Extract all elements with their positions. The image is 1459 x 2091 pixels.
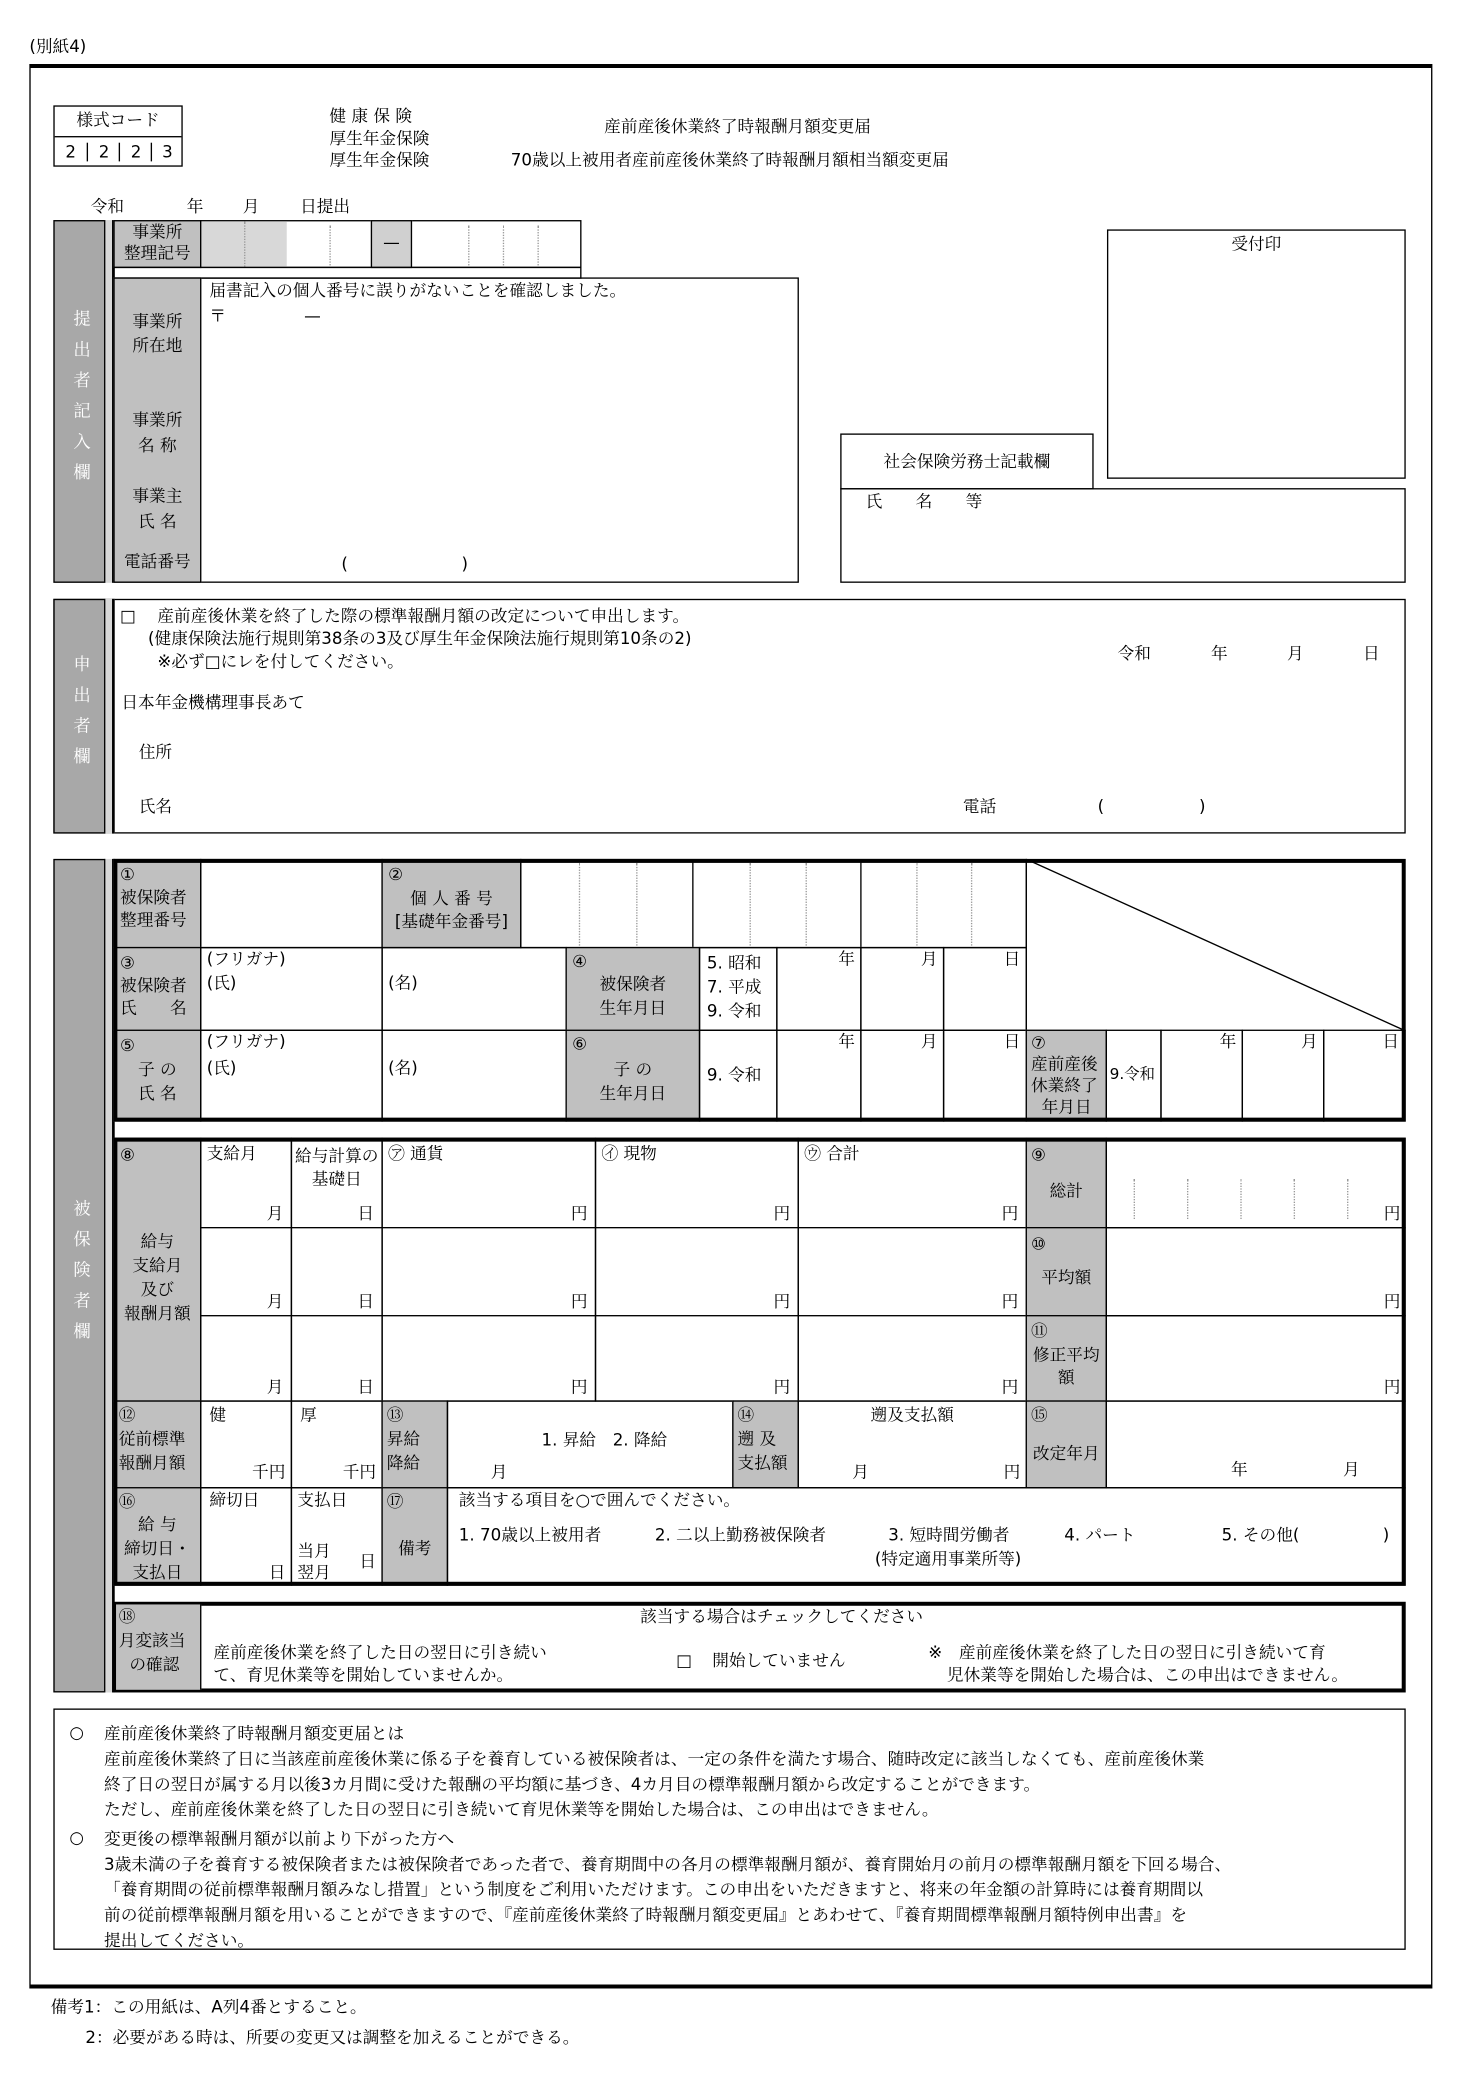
reception-stamp-box: [1107, 229, 1406, 478]
form-cell: [329, 225, 330, 265]
note-2: [104, 1826, 1231, 1953]
form-text: 改定年月: [1032, 1443, 1100, 1464]
submit-month[interactable]: 月: [242, 196, 260, 217]
form-cell: [383, 887, 520, 932]
salary-row-kind[interactable]: 円: [773, 1291, 791, 1312]
postal-mark: 〒: [209, 305, 227, 326]
form-text: 厚: [300, 1404, 317, 1425]
adjusted-average-label: [1026, 1315, 1107, 1402]
form-text: 休業終了: [1030, 1074, 1098, 1095]
form-text: 終了日の翌日が属する月以後3カ月間に受けた報酬の平均額に基づき、4カ月目の標準報酬月額から改定することができます。: [104, 1773, 1041, 1794]
office-address-label: 所在地: [132, 334, 183, 355]
form-cell: [387, 1403, 420, 1475]
form-text: 前の従前標準報酬月額を用いることができますので、『産前産後休業終了時報酬月額変更届』とあわせて、『養育期間標準報酬月額特例申出書』を: [104, 1904, 1188, 1925]
form-cell: [55, 136, 182, 137]
form-text: ⑩: [1030, 1233, 1046, 1254]
apply-day[interactable]: 日: [1363, 642, 1380, 663]
salary-row-cash[interactable]: 円: [570, 1376, 588, 1397]
form-cell: [244, 221, 245, 266]
style-code-digit: 2: [65, 141, 76, 162]
salary-row-kind[interactable]: 円: [773, 1376, 791, 1397]
form-cell: [537, 225, 538, 265]
form-text: ④: [572, 950, 588, 971]
form-text: ⑰: [386, 1491, 404, 1512]
insured-birth-era[interactable]: [699, 947, 778, 1031]
insured-birth-day[interactable]: [943, 947, 1027, 1031]
form-text: 月: [852, 1461, 869, 1482]
sharoushi-label: 社会保険労務士記載欄: [883, 450, 1051, 471]
form-text: 円: [1383, 1376, 1401, 1397]
form-text: 産前産後休業終了時報酬月額変更届とは: [104, 1723, 405, 1744]
salary-row-month[interactable]: 月: [266, 1291, 284, 1312]
form-text: 産前産後休業を終了した日の翌日に引き続い: [213, 1641, 547, 1662]
prev-standard-pension[interactable]: [291, 1400, 383, 1488]
closing-day-field[interactable]: [200, 1487, 292, 1586]
form-cell: [115, 1058, 200, 1106]
form-text: 7. 平成: [706, 976, 762, 997]
style-code-box: [53, 105, 182, 166]
postal-dash: —: [304, 305, 321, 326]
form-text: 日: [1003, 1030, 1021, 1051]
form-text: 昇給: [386, 1428, 421, 1449]
form-cell: [120, 951, 187, 1019]
remarks-label: [381, 1487, 448, 1586]
form-cell: [1240, 1179, 1241, 1219]
form-text: 子 の: [138, 1058, 177, 1079]
form-text: 9. 令和: [706, 1000, 762, 1021]
grand-total-label: [1026, 1138, 1107, 1229]
form-text: 産前産後休業終了日に当該産前産後休業に係る子を養育している被保険者は、一定の条件を満たす場合、随時改定に該当しなくても、産前産後休業: [104, 1748, 1205, 1769]
form-text: ※ 産前産後休業を終了した日の翌日に引き続いて育: [928, 1641, 1326, 1662]
form-text: 遡 及: [737, 1428, 777, 1449]
form-text: ③: [120, 952, 135, 973]
remarks-field[interactable]: [447, 1487, 1406, 1586]
form-text: 基礎日: [311, 1168, 362, 1189]
leave-end-month[interactable]: [1242, 1030, 1325, 1122]
leave-end-year[interactable]: [1160, 1030, 1243, 1122]
prev-standard-health[interactable]: [200, 1400, 292, 1488]
checkbox-note: ※必ず□にレを付してください。: [157, 650, 404, 671]
salary-row-days[interactable]: 日: [357, 1202, 375, 1224]
leave-check-question: [213, 1640, 546, 1685]
attachment-label: (別紙4): [29, 36, 87, 57]
form-text: (名): [388, 1057, 418, 1078]
insured-number-label: [113, 859, 201, 948]
mynumber-confirm-text: 届書記入の個人番号に誤りがないことを確認しました。: [209, 280, 627, 301]
cash-header: ㋐ 通貨: [388, 1142, 444, 1163]
form-text: 生年月日: [599, 997, 667, 1018]
form-cell: [115, 1512, 200, 1584]
form-text: 翌月: [297, 1561, 331, 1582]
form-text: (氏): [206, 1057, 237, 1078]
form-text: 額: [1057, 1367, 1075, 1388]
form-text: 支給月: [132, 1255, 183, 1276]
form-text: 給与計算の: [295, 1145, 379, 1166]
salary-row-kind[interactable]: 円: [773, 1202, 791, 1224]
leave-not-started-label: 開始していません: [712, 1649, 846, 1670]
form-text: 遡及支払額: [870, 1404, 954, 1425]
revision-month-label: [1026, 1400, 1107, 1488]
insured-side-label: [53, 859, 105, 1693]
total-header: ㋒ 合計: [804, 1142, 860, 1163]
average-label: [1026, 1227, 1107, 1316]
apply-checkbox-text: 産前産後休業を終了した際の標準報酬月額の改定について申出します。: [157, 605, 690, 626]
salary-row-days[interactable]: 日: [357, 1376, 375, 1397]
insured-number-field[interactable]: [200, 859, 383, 948]
note-1: [104, 1720, 1204, 1821]
office-name-label: 事業所: [132, 409, 183, 430]
leave-end-label: [1026, 1030, 1107, 1122]
salary-row-total[interactable]: 円: [1001, 1202, 1019, 1224]
form-cell: [1026, 859, 1406, 1031]
form-text: 締切日・: [124, 1537, 191, 1558]
form-text: 児休業等を開始した場合は、この申出はできません。: [946, 1664, 1349, 1685]
form-text: 年: [838, 948, 855, 969]
footer-note: 備考1：この用紙は、A列4番とすること。: [50, 1996, 367, 2017]
insured-surname-field[interactable]: [200, 947, 383, 1031]
form-text: ⑤: [120, 1034, 135, 1055]
form-text: 総計: [1049, 1180, 1083, 1201]
office-code-label-cell: [113, 220, 201, 268]
form-text: 修正平均: [1032, 1344, 1100, 1365]
leave-not-started-checkbox[interactable]: □: [676, 1649, 692, 1670]
form-cell: [806, 863, 807, 946]
form-text: 千円: [252, 1461, 286, 1482]
form-text: 被保険者: [599, 973, 667, 994]
form-text: ただし、産前産後休業を終了した日の翌日に引き続いて育児休業等を開始した場合は、この申出はできません。: [104, 1799, 939, 1820]
form-text: 千円: [342, 1461, 377, 1482]
form-text: ②: [388, 864, 404, 885]
remark-option[interactable]: 3. 短時間労働者: [888, 1524, 1010, 1545]
form-cell: [1134, 1179, 1135, 1219]
form-cell: [200, 1138, 292, 1402]
form-text: 報酬月額: [124, 1303, 191, 1324]
insured-birth-month[interactable]: [860, 947, 944, 1031]
bullet: ○: [69, 1721, 84, 1742]
phone-paren: ): [1198, 796, 1206, 817]
form-text: (氏): [206, 972, 237, 993]
form-text: ⑯: [118, 1491, 136, 1512]
form-text: 年月日: [1041, 1096, 1092, 1117]
form-cell: [1027, 1343, 1106, 1388]
form-cell: [120, 863, 187, 931]
salary-label: [113, 1138, 201, 1402]
apply-year[interactable]: 年: [1210, 642, 1228, 663]
form-text: 被保険者: [120, 974, 187, 995]
phone-paren: ): [461, 553, 468, 574]
form-text: 3歳未満の子を養育する被保険者または被保険者であった者で、養育期間中の各月の標準報酬月額が、養育開始月の前月の標準報酬月額を下回る場合、: [104, 1853, 1232, 1874]
form-text: 「養育期間の従前標準報酬月額みなし措置」という制度をご利用いただけます。この申出をいただきますと、将来の年金額の計算時には養育期間以: [104, 1879, 1204, 1900]
form-text: 支払額: [737, 1452, 788, 1473]
child-birth-era[interactable]: [699, 1030, 778, 1122]
insured-givenname-field[interactable]: [381, 947, 566, 1031]
remark-option[interactable]: 5. その他( ): [1221, 1524, 1390, 1545]
form-text: ⑦: [1030, 1032, 1046, 1053]
child-name-label: [113, 1030, 201, 1122]
style-code-label: 様式コード: [76, 109, 160, 130]
form-text: ①: [120, 864, 135, 885]
salary-row-total[interactable]: 円: [1001, 1291, 1019, 1312]
average-field[interactable]: [1106, 1227, 1406, 1316]
form-text: 月: [920, 1030, 938, 1051]
submitter-side-label: [53, 220, 105, 583]
form-text: 該当する項目を○で囲んでください。: [458, 1489, 741, 1510]
footer-note: 2：必要がある時は、所要の変更又は調整を加えることができる。: [85, 2027, 580, 2048]
form-text: 日: [268, 1561, 286, 1582]
form-cell: [692, 860, 693, 947]
form-text: 報酬月額: [118, 1452, 186, 1473]
sharoushi-field[interactable]: [840, 488, 1405, 583]
phone-label: 電話番号: [124, 550, 191, 571]
form-text: 日: [1382, 1030, 1400, 1051]
form-cell: [468, 225, 469, 265]
form-text: ⑬: [386, 1404, 404, 1425]
remark-option[interactable]: 1. 70歳以上被用者: [458, 1524, 602, 1545]
form-text: 日: [1003, 948, 1021, 969]
office-code-field[interactable]: [200, 220, 581, 268]
form-text: 年: [1219, 1030, 1237, 1051]
form-cell: [381, 1138, 596, 1402]
form-text: 申出者欄: [69, 654, 90, 778]
form-text: ⑱: [118, 1605, 136, 1626]
child-givenname-field[interactable]: [381, 1030, 566, 1122]
form-text: 円: [1383, 1202, 1401, 1224]
form-cell: [707, 951, 762, 1023]
form-cell: [371, 220, 412, 268]
apply-checkbox[interactable]: □: [120, 605, 136, 626]
form-text: 月変該当: [118, 1629, 186, 1650]
law-reference: (健康保険法施行規則第38条の3及び厚生年金保険法施行規則第10条の2): [148, 628, 692, 649]
salary-row-total[interactable]: 円: [1001, 1376, 1019, 1397]
form-text: 備考: [398, 1537, 432, 1558]
form-cell: [738, 1403, 788, 1475]
form-text: 氏 名: [120, 997, 187, 1018]
form-text: 支払日: [132, 1561, 183, 1582]
form-cell: [1294, 1179, 1295, 1219]
form-text: 締切日: [209, 1489, 260, 1510]
form-cell: [567, 972, 699, 1020]
addressee: 日本年金機構理事長あて: [121, 692, 305, 713]
form-text: (フリガナ): [206, 948, 286, 969]
form-cell: [916, 863, 917, 946]
phone-paren: (: [341, 553, 348, 574]
form-text: ⑧: [120, 1144, 135, 1165]
form-text: 降給: [386, 1452, 421, 1473]
form-text: 9.令和: [1109, 1064, 1155, 1083]
form-title: 産前産後休業終了時報酬月額変更届: [604, 116, 871, 137]
applicant-phone-label: 電話: [962, 796, 997, 817]
form-text: 給 与: [138, 1513, 177, 1534]
form-text: 円: [1003, 1461, 1021, 1482]
office-address-label: 事業所: [132, 310, 183, 331]
leave-check-label: [116, 1604, 201, 1689]
form-text: 平均額: [1041, 1267, 1092, 1288]
leave-end-day[interactable]: [1323, 1030, 1406, 1122]
owner-name-label: 氏 名: [138, 510, 177, 531]
form-cell: [860, 860, 861, 947]
leave-check-header: 該当する場合はチェックしてください: [640, 1605, 924, 1626]
style-code-digit: 2: [87, 143, 120, 162]
form-text: て、育児休業等を開始していませんか。: [213, 1664, 514, 1685]
form-text: (フリガナ): [206, 1030, 286, 1051]
child-birth-day[interactable]: [943, 1030, 1027, 1122]
leave-end-era[interactable]: [1106, 1030, 1162, 1122]
form-text: ⑥: [572, 1033, 588, 1054]
reception-stamp-label: 受付印: [1231, 233, 1282, 254]
phone-paren: (: [1097, 796, 1105, 817]
form-text: 産前産後: [1030, 1053, 1098, 1074]
form-text: 子 の: [613, 1058, 653, 1079]
pay-month-header: 支給月: [206, 1142, 257, 1163]
insured-name-label: [113, 947, 201, 1031]
retro-field[interactable]: [798, 1400, 1027, 1488]
submit-day[interactable]: 日提出: [300, 196, 351, 217]
form-text: 事業所 整理記号: [124, 221, 191, 263]
bullet: ○: [69, 1827, 84, 1848]
apply-month[interactable]: 月: [1287, 642, 1304, 663]
style-code-digit: 2: [119, 143, 152, 162]
form-text: 月: [490, 1461, 508, 1482]
form-text: 年: [1231, 1459, 1248, 1480]
form-cell: [115, 1230, 200, 1326]
form-cell: [579, 863, 580, 946]
child-birth-month[interactable]: [860, 1030, 944, 1122]
form-cell: [200, 1227, 1027, 1228]
sharoushi-name-label: 氏 名 等: [865, 490, 983, 511]
form-text: 1. 昇給 2. 降給: [541, 1429, 668, 1450]
payday-field[interactable]: [291, 1487, 383, 1586]
style-code-digit: 3: [151, 143, 183, 162]
applicant-side-label: [53, 599, 105, 834]
form-text: ⑨: [1030, 1144, 1046, 1165]
pay-dates-label: [113, 1487, 201, 1586]
in-kind-header: ㋑ 現物: [601, 1142, 657, 1163]
insurance-type: 健 康 保 険: [329, 105, 413, 126]
form-text: 及び: [140, 1279, 175, 1300]
form-text: (特定適用事業所等): [874, 1548, 1022, 1569]
submit-era: 令和: [90, 196, 125, 217]
form-cell: [503, 225, 504, 265]
office-name-label: 名 称: [138, 434, 177, 455]
retro-label: [732, 1400, 799, 1488]
form-title-70plus: 70歳以上被用者産前産後休業終了時報酬月額相当額変更届: [510, 149, 949, 170]
form-cell: [119, 1604, 186, 1676]
child-birthdate-label: [565, 1030, 700, 1122]
form-text: 円: [1383, 1291, 1401, 1312]
remark-option[interactable]: 4. パート: [1064, 1524, 1136, 1545]
child-birth-year[interactable]: [776, 1030, 861, 1122]
revision-month-field[interactable]: [1106, 1400, 1406, 1488]
form-text: 被保険者欄: [69, 1198, 90, 1353]
form-text: 日: [359, 1551, 377, 1572]
form-text: 氏 名: [138, 1082, 177, 1103]
form-cell: [200, 1315, 1027, 1316]
form-cell: [750, 863, 751, 946]
salary-row-cash[interactable]: 円: [570, 1202, 588, 1224]
form-cell: [1187, 1179, 1188, 1219]
applicant-address-label: 住所: [138, 741, 173, 762]
mynumber-label: [381, 859, 521, 948]
salary-row-month[interactable]: 月: [266, 1202, 284, 1224]
form-text: 健: [209, 1404, 227, 1425]
remark-option[interactable]: 2. 二以上勤務被保険者: [654, 1524, 827, 1545]
apply-era: 令和: [1117, 642, 1152, 663]
raise-field[interactable]: [447, 1400, 734, 1488]
form-text: 月: [920, 948, 938, 969]
form-cell: [119, 1403, 186, 1475]
form-cell: [567, 1058, 699, 1106]
form-text: (名): [388, 972, 418, 993]
insured-birth-year[interactable]: [776, 947, 861, 1031]
salary-row-month[interactable]: 月: [266, 1376, 284, 1397]
diagonal-strike: [1026, 859, 1406, 1031]
submit-year[interactable]: 年: [186, 196, 204, 217]
form-text: 月: [1301, 1030, 1318, 1051]
form-cell: [636, 863, 637, 946]
form-text: ⑭: [737, 1404, 755, 1425]
child-surname-field[interactable]: [200, 1030, 383, 1122]
form-text: 生年月日: [599, 1082, 667, 1103]
form-text: 9. 令和: [706, 1064, 762, 1085]
leave-check-note: [928, 1640, 1348, 1685]
mynumber-field[interactable]: [520, 859, 1027, 948]
form-cell: [104, 599, 115, 834]
form-text: 従前標準: [118, 1428, 186, 1449]
form-text: ⑪: [1030, 1320, 1048, 1341]
form-text: 被保険者: [120, 886, 187, 907]
form-text: の確認: [129, 1653, 180, 1674]
owner-name-label: 事業主: [132, 485, 183, 506]
form-cell: [1031, 1032, 1098, 1117]
form-text: 変更後の標準報酬月額が以前より下がった方へ: [104, 1828, 455, 1849]
applicant-name-label: 氏名: [138, 796, 173, 817]
form-text: 当月: [297, 1540, 331, 1561]
form-cell: [1347, 1179, 1348, 1219]
form-text: ⑮: [1030, 1404, 1048, 1425]
form-text: 5. 昭和: [706, 952, 762, 973]
salary-row-cash[interactable]: 円: [570, 1291, 588, 1312]
form-text: 個 人 番 号: [410, 888, 493, 909]
form-text: [基礎年金番号]: [394, 910, 508, 931]
form-cell: [595, 1138, 799, 1402]
insurance-type: 厚生年金保険: [329, 149, 430, 170]
form-cell: [798, 1138, 1027, 1402]
form-text: 提出してください。: [104, 1929, 255, 1950]
salary-row-days[interactable]: 日: [357, 1291, 375, 1312]
form-text: 月: [1343, 1459, 1360, 1480]
form-text: 年: [838, 1030, 855, 1051]
form-text: 提出者記入欄: [69, 309, 90, 494]
form-cell: [971, 863, 972, 946]
insurance-type: 厚生年金保険: [329, 128, 430, 149]
sharoushi-label-cell: [840, 433, 1093, 489]
form-text: 整理番号: [120, 909, 187, 930]
adjusted-average-field[interactable]: [1106, 1315, 1406, 1402]
form-text: 支払日: [297, 1489, 348, 1510]
grand-total-field[interactable]: [1106, 1138, 1406, 1229]
raise-label: [381, 1400, 448, 1488]
form-text: ⑫: [118, 1404, 136, 1425]
form-cell: [291, 1138, 383, 1402]
insured-birthdate-label: [565, 947, 700, 1031]
prev-standard-label: [113, 1400, 201, 1488]
form-text: 給与: [140, 1231, 175, 1252]
dash-text: —: [383, 232, 400, 253]
base-days-header: [292, 1144, 381, 1189]
